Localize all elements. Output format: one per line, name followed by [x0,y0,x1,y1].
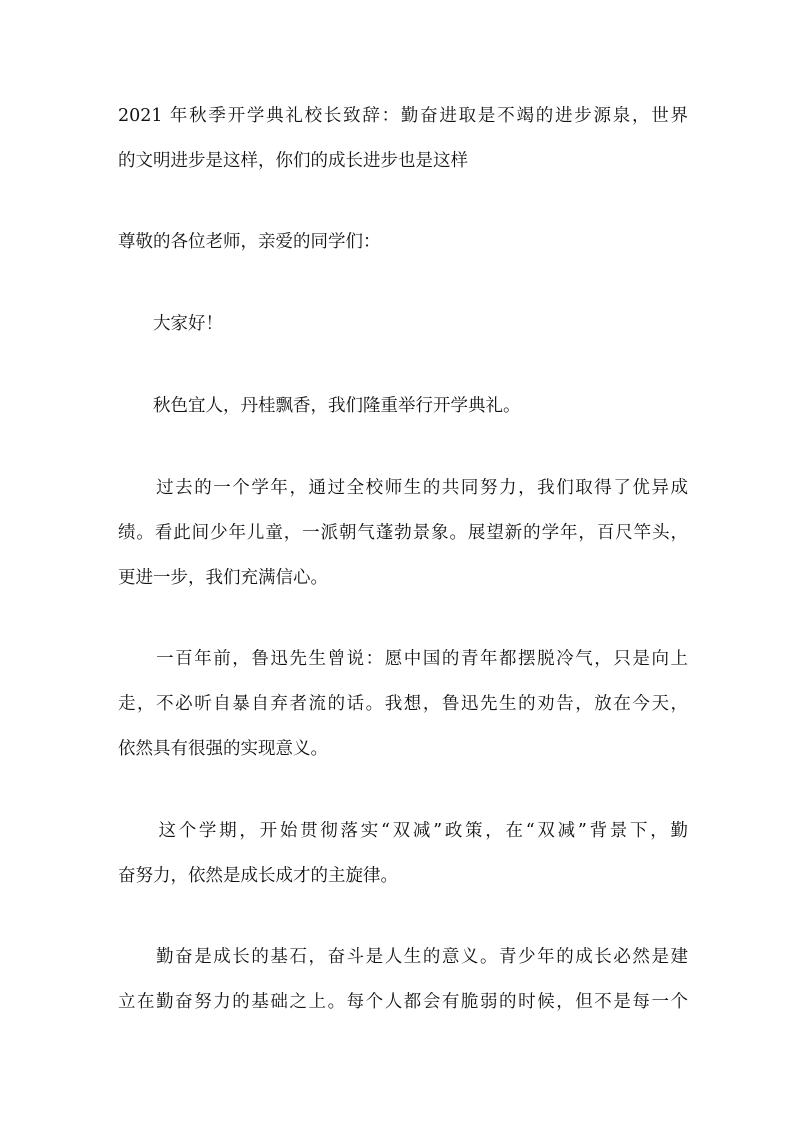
paragraph-3-line-1: 过去的一个学年，通过全校师生的共同努力，我们取得了优异成 [118,478,688,498]
title-line-2: 的文明进步是这样，你们的成长进步也是这样 [118,151,468,171]
paragraph-4-line-3: 依然具有很强的实现意义。 [118,739,328,759]
paragraph-4-line-2: 走，不必听自暴自弃者流的话。我想，鲁迅先生的劝告，放在今天， [118,694,688,714]
paragraph-3-line-2: 绩。看此间少年儿童，一派朝气蓬勃景象。展望新的学年，百尺竿头， [118,523,688,543]
title-line-1: 2021 年秋季开学典礼校长致辞：勤奋进取是不竭的进步源泉，世界 [118,106,688,126]
paragraph-6-line-2: 立在勤奋努力的基础之上。每个人都会有脆弱的时候，但不是每一个 [118,992,688,1012]
paragraph-3-line-3: 更进一步，我们充满信心。 [118,568,328,588]
salutation: 尊敬的各位老师，亲爱的同学们： [118,232,381,252]
paragraph-6-line-1: 勤奋是成长的基石，奋斗是人生的意义。青少年的成长必然是建 [118,947,688,967]
paragraph-5-line-1: 这个学期，开始贯彻落实“双减”政策，在“双减”背景下，勤 [118,821,688,841]
paragraph-1-line-1: 大家好！ [118,314,223,334]
paragraph-2-line-1: 秋色宜人，丹桂飘香，我们隆重举行开学典礼。 [118,396,521,416]
paragraph-4-line-1: 一百年前，鲁迅先生曾说：愿中国的青年都摆脱冷气，只是向上 [118,649,688,669]
paragraph-5-line-2: 奋努力，依然是成长成才的主旋律。 [118,866,398,886]
